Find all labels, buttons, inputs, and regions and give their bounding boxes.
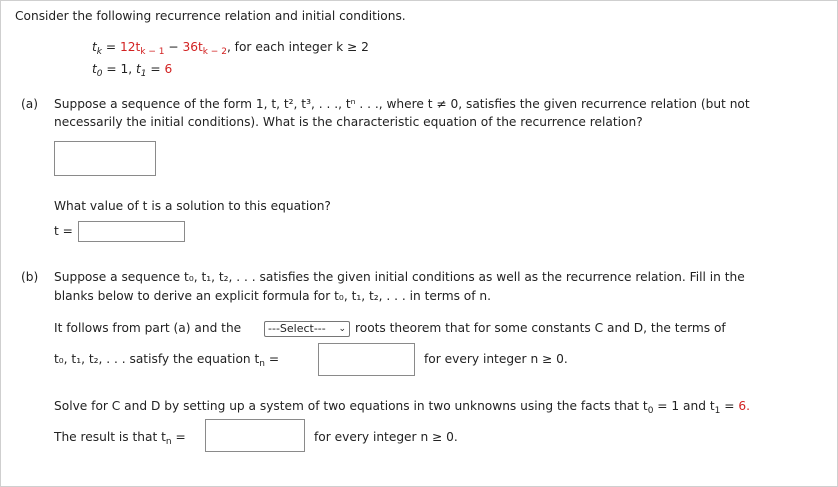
solve-text: Solve for C and D by setting up a system of two equations in two unknowns using the facts that $t_0 = 1$ and $t_1 = 6$. [54, 399, 750, 416]
part-a-line1: Suppose a sequence of the form 1, t, t², t³, . . ., tⁿ . . ., where t ≠ 0, satisfies the given recurrence relation (but not [54, 97, 750, 111]
characteristic-equation-input[interactable] [54, 141, 156, 176]
part-b-label: (b) [21, 270, 39, 284]
every-integer-text-2: for every integer n ≥ 0. [314, 430, 458, 444]
follows-pre-text: It follows from part (a) and the [54, 321, 242, 335]
part-a-question2: What value of t is a solution to this equation? [54, 199, 331, 213]
chevron-down-icon: ⌄ [338, 324, 346, 334]
follows-post-text: roots theorem that for some constants C and D, the terms of [355, 321, 726, 335]
roots-theorem-select[interactable] [264, 321, 350, 337]
part-a-line2: necessarily the initial conditions). What is the characteristic equation of the recurrence relation? [54, 115, 643, 129]
result-text: The result is that $t_n$ = [54, 430, 186, 447]
part-b-line2: blanks below to derive an explicit formula for t₀, t₁, t₂, . . . in terms of n. [54, 289, 492, 303]
intro-text: Consider the following recurrence relation and initial conditions. [15, 9, 406, 23]
every-integer-text-1: for every integer n ≥ 0. [424, 352, 568, 366]
select-value: ---Select--- [268, 322, 326, 335]
explicit-formula-input[interactable] [205, 419, 305, 452]
part-b-line1: Suppose a sequence t₀, t₁, t₂, . . . satisfies the given initial conditions as well as the recurrence relation. Fill in the [54, 270, 745, 284]
t-label: t = [54, 224, 73, 238]
general-solution-input[interactable] [318, 343, 415, 376]
recurrence-equation: $t_k = 12t_{k - 1} - 36t_{k - 2}$, for each integer k ≥ 2 [92, 40, 369, 57]
satisfy-text: t₀, t₁, t₂, . . . satisfy the equation $t_n$ = [54, 352, 280, 369]
t-value-input[interactable] [78, 221, 185, 242]
part-a-label: (a) [21, 97, 38, 111]
initial-conditions: $t_0 = 1$, $t_1 = 6$ [92, 62, 173, 79]
